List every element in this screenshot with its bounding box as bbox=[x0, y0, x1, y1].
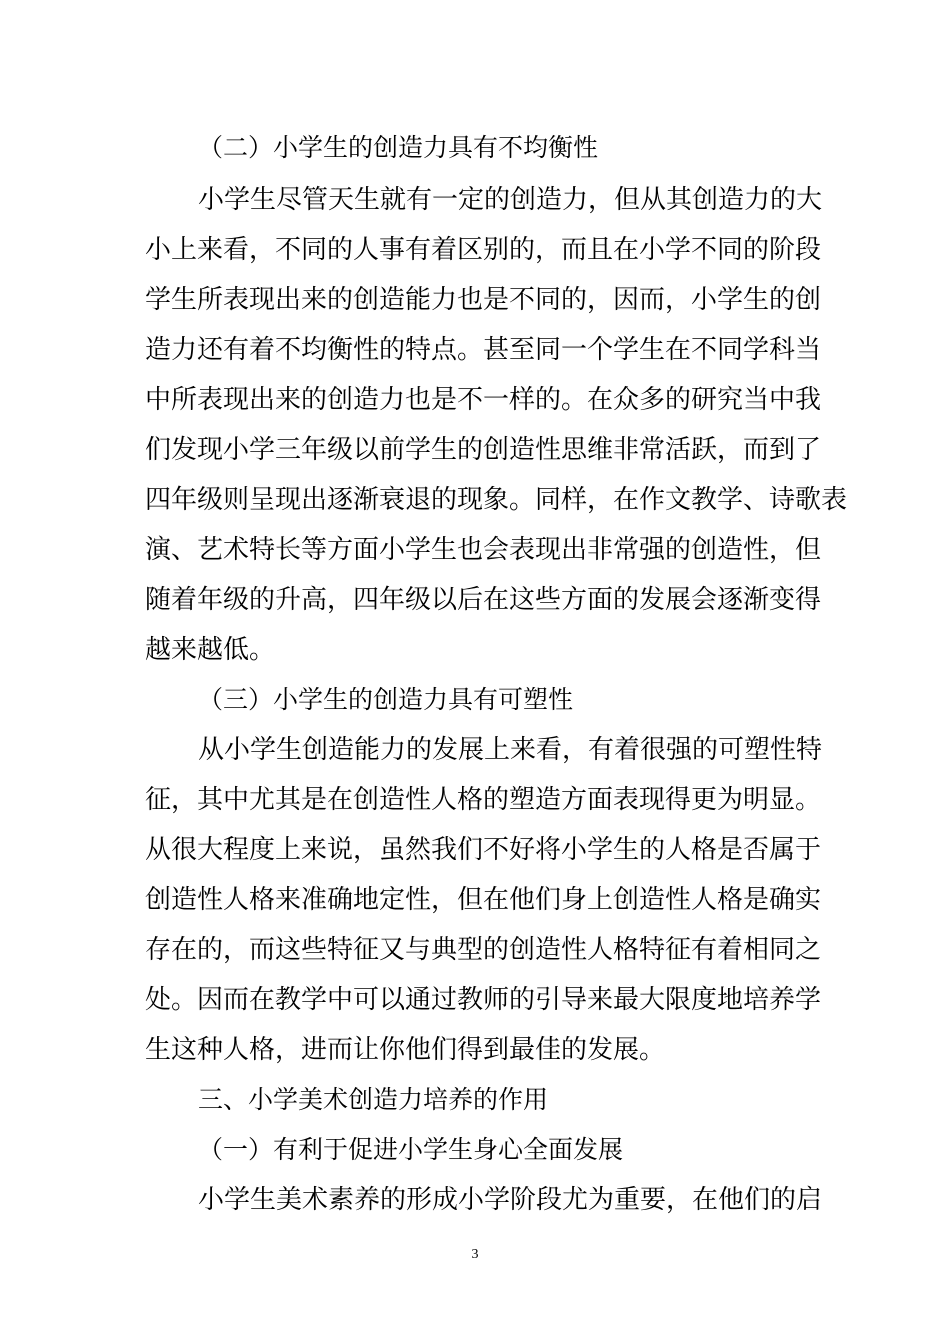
paragraph-line: 从小学生创造能力的发展上来看，有着很强的可塑性特 bbox=[198, 735, 823, 765]
paragraph-line: 中所表现出来的创造力也是不一样的。在众多的研究当中我 bbox=[145, 385, 822, 415]
paragraph-line: 造力还有着不均衡性的特点。甚至同一个学生在不同学科当 bbox=[145, 335, 822, 365]
subheading-3: （三）小学生的创造力具有可塑性 bbox=[198, 685, 574, 714]
paragraph-line: 创造性人格来准确地定性，但在他们身上创造性人格是确实 bbox=[145, 885, 822, 915]
paragraph-line: 小学生尽管天生就有一定的创造力，但从其创造力的大 bbox=[198, 185, 823, 215]
subheading-1: （一）有利于促进小学生身心全面发展 bbox=[198, 1135, 624, 1164]
paragraph-line: 小学生美术素养的形成小学阶段尤为重要，在他们的启 bbox=[198, 1185, 823, 1215]
paragraph-line: 演、艺术特长等方面小学生也会表现出非常强的创造性，但 bbox=[145, 535, 822, 565]
paragraph-line: 小上来看，不同的人事有着区别的，而且在小学不同的阶段 bbox=[145, 235, 822, 265]
paragraph-line: 学生所表现出来的创造能力也是不同的，因而，小学生的创 bbox=[145, 285, 822, 315]
section-heading: 三、小学美术创造力培养的作用 bbox=[198, 1085, 549, 1114]
page-number: 3 bbox=[471, 1247, 479, 1262]
paragraph-line: 生这种人格，进而让你他们得到最佳的发展。 bbox=[145, 1035, 666, 1065]
paragraph-line: 越来越低。 bbox=[145, 635, 276, 665]
paragraph-line: 四年级则呈现出逐渐衰退的现象。同样，在作文教学、诗歌表 bbox=[145, 485, 848, 515]
paragraph-line: 随着年级的升高，四年级以后在这些方面的发展会逐渐变得 bbox=[145, 585, 822, 615]
paragraph-line: 从很大程度上来说，虽然我们不好将小学生的人格是否属于 bbox=[145, 835, 822, 865]
paragraph-line: 处。因而在教学中可以通过教师的引导来最大限度地培养学 bbox=[145, 985, 822, 1015]
subheading-2: （二）小学生的创造力具有不均衡性 bbox=[198, 133, 599, 162]
paragraph-line: 存在的，而这些特征又与典型的创造性人格特征有着相同之 bbox=[145, 935, 822, 965]
paragraph-line: 征，其中尤其是在创造性人格的塑造方面表现得更为明显。 bbox=[145, 785, 822, 815]
paragraph-line: 们发现小学三年级以前学生的创造性思维非常活跃，而到了 bbox=[145, 435, 822, 465]
